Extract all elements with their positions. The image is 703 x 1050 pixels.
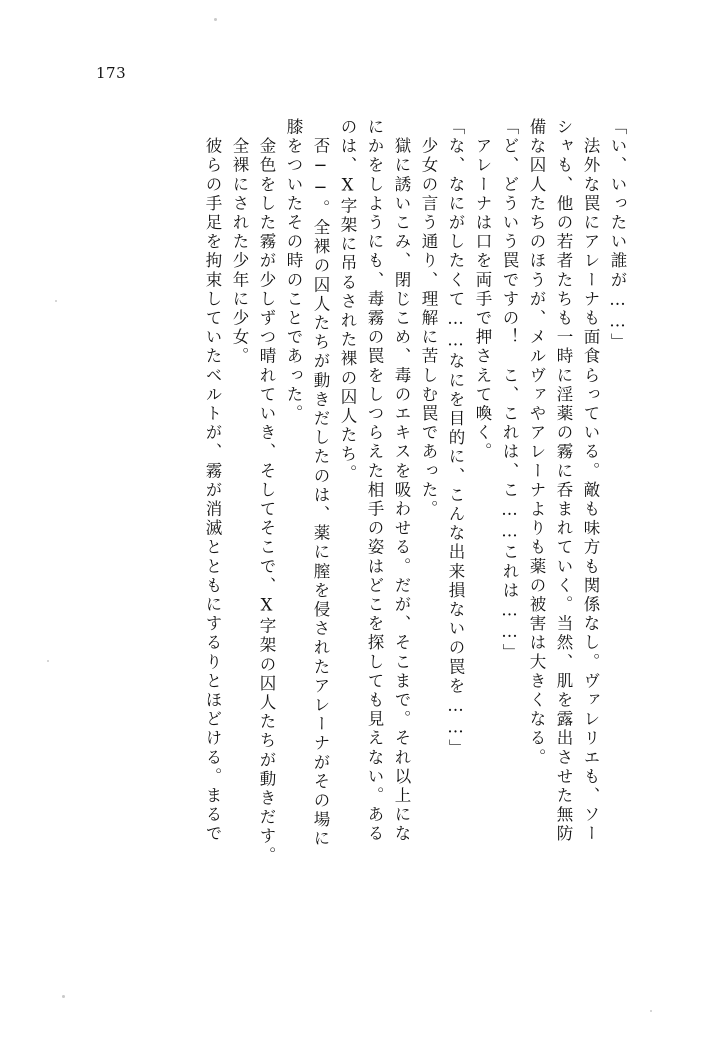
scan-speckle [62,995,65,998]
text-column: 彼らの手足を拘束していたベルトが、霧が消滅とともにするりとほどける。まるで [203,118,222,844]
vertical-text-block [74,118,625,980]
text-column: 「い、いったい誰が……」 [608,118,627,353]
text-column: 金色をした霧が少しずつ晴れていき、そしてそこで、X字架の囚人たちが動きだす。 [257,118,276,866]
text-column: 少女の言う通り、理解に苦しむ罠であった。 [419,118,438,520]
scan-speckle [55,300,57,302]
text-column: のは、X字架に吊るされた裸の囚人たち。 [338,118,357,484]
text-column: 否──。全裸の囚人たちが動きだしたのは、薬に膣を侵されたアレーナがその場に [311,118,330,849]
text-column: にかをしようにも、毒霧の罠をしつらえた相手の姿はどこを探しても見えない。ある [365,118,384,844]
text-column: 備な囚人たちのほうが、メルヴァやアレーナよりも薬の被害は大きくなる。 [527,118,546,768]
text-column: 「な、なにがしたくて……なにを目的に、こんな出来損ないの罠を……」 [446,118,465,759]
scan-speckle [214,18,217,21]
text-column: シャも、他の若者たちも一時に淫薬の霧に呑まれていく。当然、肌を露出させた無防 [554,118,573,844]
text-column: 法外な罠にアレーナも面食らっている。敵も味方も関係なし。ヴァレリエも、ソー [581,118,600,844]
page-number: 173 [96,64,127,82]
scan-speckle [650,1010,652,1012]
scan-speckle [47,660,49,662]
text-column: 膝をついたその時のことであった。 [284,118,303,424]
text-column: アレーナは口を両手で押さえて喚く。 [473,118,492,462]
text-column: 「ど、どういう罠ですの！ こ、これは、こ……これは……」 [500,118,519,663]
text-column: 全裸にされた少年に少女。 [230,118,249,367]
text-column: 獄に誘いこみ、閉じこめ、毒のエキスを吸わせる。だが、そこまで。それ以上にな [392,118,411,844]
